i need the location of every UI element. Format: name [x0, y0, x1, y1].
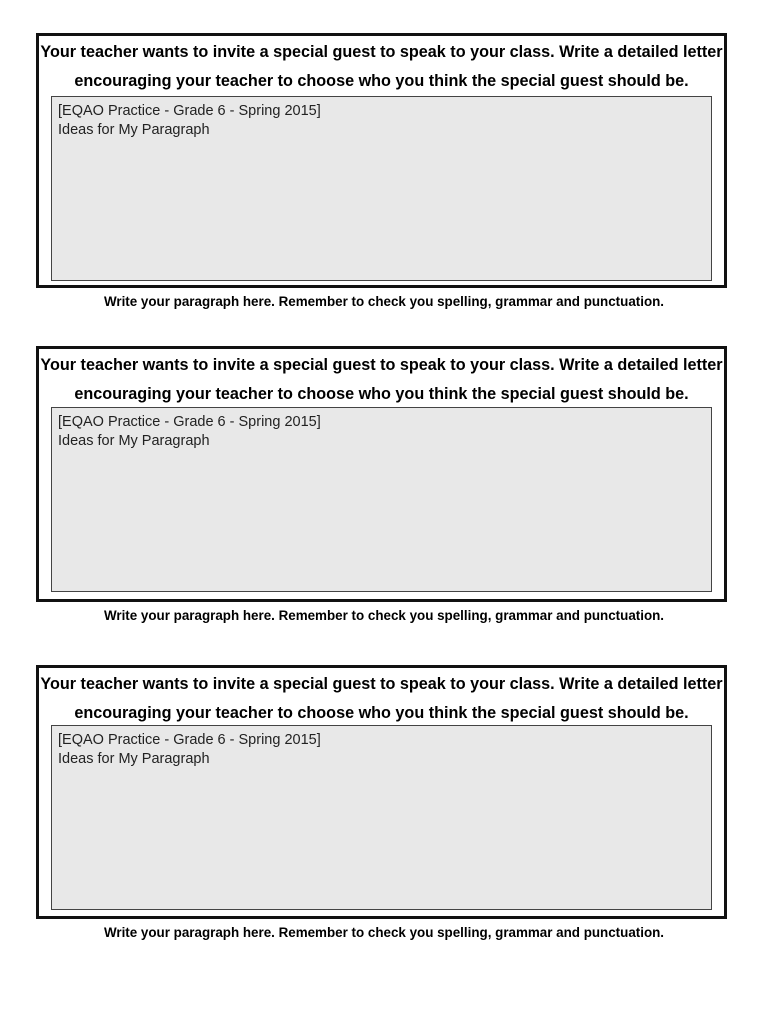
- prompt-text-3: Your teacher wants to invite a special guest to speak to your class. Write a detailed letter encouraging your teacher to choose who you think the special guest should be.: [40, 675, 723, 722]
- footer-instruction-1: Write your paragraph here. Remember to check you spelling, grammar and punctuation.: [103, 294, 665, 309]
- ideas-title-3: Ideas for My Paragraph: [58, 751, 210, 767]
- footer-instruction-3: Write your paragraph here. Remember to check you spelling, grammar and punctuation.: [103, 925, 665, 940]
- prompt-card-1: [36, 33, 727, 288]
- ideas-box-3[interactable]: [51, 725, 712, 910]
- ideas-box-2[interactable]: [51, 407, 712, 592]
- ideas-header-3: [EQAO Practice - Grade 6 - Spring 2015]: [58, 732, 321, 748]
- footer-instruction-2: Write your paragraph here. Remember to check you spelling, grammar and punctuation.: [103, 608, 665, 623]
- prompt-card-3: [36, 665, 727, 919]
- prompt-card-2: [36, 346, 727, 602]
- ideas-title-1: Ideas for My Paragraph: [58, 122, 210, 138]
- ideas-title-2: Ideas for My Paragraph: [58, 433, 210, 449]
- ideas-header-1: [EQAO Practice - Grade 6 - Spring 2015]: [58, 103, 321, 119]
- ideas-header-2: [EQAO Practice - Grade 6 - Spring 2015]: [58, 414, 321, 430]
- ideas-box-1[interactable]: [51, 96, 712, 281]
- prompt-text-2: Your teacher wants to invite a special guest to speak to your class. Write a detailed letter encouraging your teacher to choose who you think the special guest should be.: [40, 356, 723, 403]
- prompt-text-1: Your teacher wants to invite a special guest to speak to your class. Write a detailed letter encouraging your teacher to choose who you think the special guest should be.: [40, 43, 723, 90]
